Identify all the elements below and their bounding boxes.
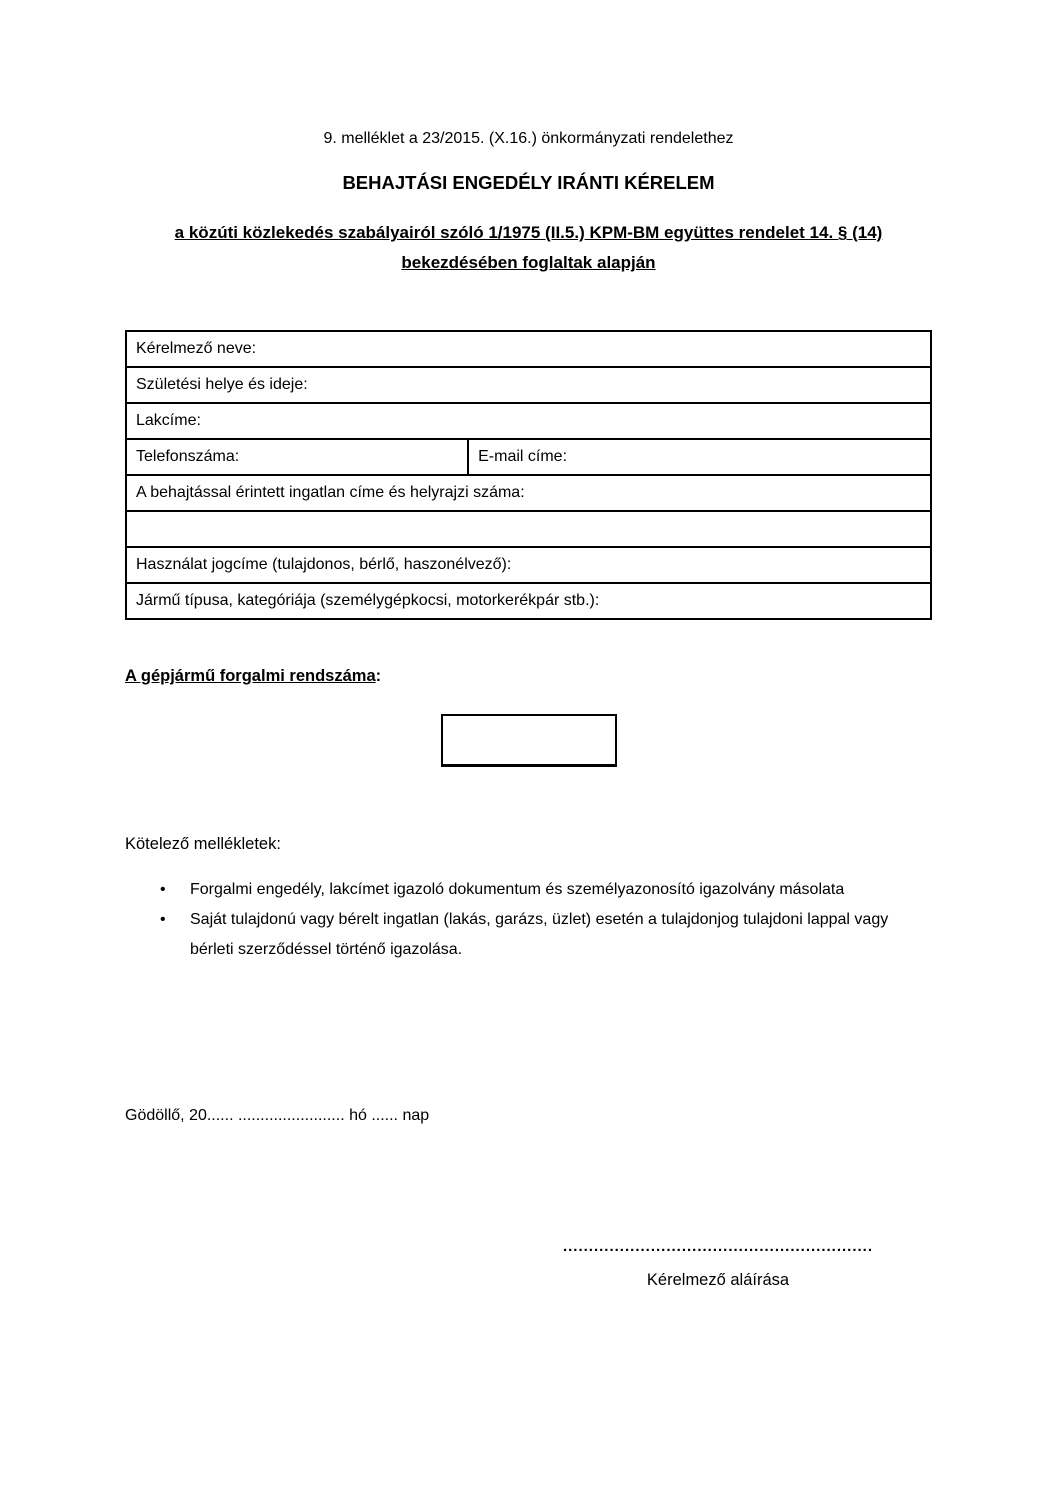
table-row	[126, 439, 931, 475]
attachment-item-text: Saját tulajdonú vagy bérelt ingatlan (lakás, garázs, üzlet) esetén a tulajdonjog tulajdoni lappal vagy bérleti szerződéssel történő igazolása.	[190, 911, 889, 958]
form-title: BEHAJTÁSI ENGEDÉLY IRÁNTI KÉRELEM	[342, 172, 715, 193]
plate-number-heading	[125, 664, 932, 688]
table-row	[126, 547, 931, 583]
field-property-address-blank-row	[126, 511, 931, 547]
field-email: E-mail címe:	[468, 439, 931, 475]
annex-reference-line: 9. melléklet a 23/2015. (X.16.) önkormányzati rendelethez	[323, 130, 734, 147]
plate-number-heading-colon: :	[375, 667, 382, 685]
attachments-heading: Kötelező mellékletek:	[125, 835, 281, 853]
field-address: Lakcíme:	[126, 403, 931, 439]
attachment-item-text: Forgalmi engedély, lakcímet igazoló dokumentum és személyazonosító igazolvány másolata	[190, 881, 845, 898]
bullet-icon: •	[160, 881, 166, 898]
table-row	[126, 367, 931, 403]
plate-number-heading-text: A gépjármű forgalmi rendszáma	[125, 667, 376, 685]
signature-label: Kérelmező aláírása	[646, 1271, 790, 1289]
field-vehicle-type: Jármű típusa, kategóriája (személygépkocsi, motorkerékpár stb.):	[126, 583, 931, 619]
signature-block	[553, 1237, 883, 1291]
list-item	[125, 905, 932, 965]
table-row	[126, 331, 931, 367]
table-row	[126, 475, 931, 511]
table-row	[126, 403, 931, 439]
field-usage-title: Használat jogcíme (tulajdonos, bérlő, haszonélvező):	[126, 547, 931, 583]
table-row	[126, 583, 931, 619]
field-applicant-name: Kérelmező neve:	[126, 331, 931, 367]
field-property-address: A behajtással érintett ingatlan címe és helyrajzi száma:	[126, 475, 931, 511]
document-content	[125, 128, 932, 1291]
bullet-icon: •	[160, 911, 166, 928]
table-row	[126, 511, 931, 547]
legal-basis-line: a közúti közlekedés szabályairól szóló 1/1975 (II.5.) KPM-BM együttes rendelet 14. § (14) bekezdésében foglaltak alapján	[174, 223, 883, 272]
plate-number-box	[441, 714, 617, 767]
field-birth-place-date: Születési helye és ideje:	[126, 367, 931, 403]
date-place-line: Gödöllő, 20...... ........................ hó ...... nap	[125, 1107, 430, 1124]
list-item	[125, 875, 932, 905]
attachments-list	[125, 875, 932, 965]
applicant-data-table	[125, 330, 932, 620]
signature-dotted-line: ............................................................	[562, 1238, 874, 1255]
field-phone: Telefonszáma:	[126, 439, 468, 475]
